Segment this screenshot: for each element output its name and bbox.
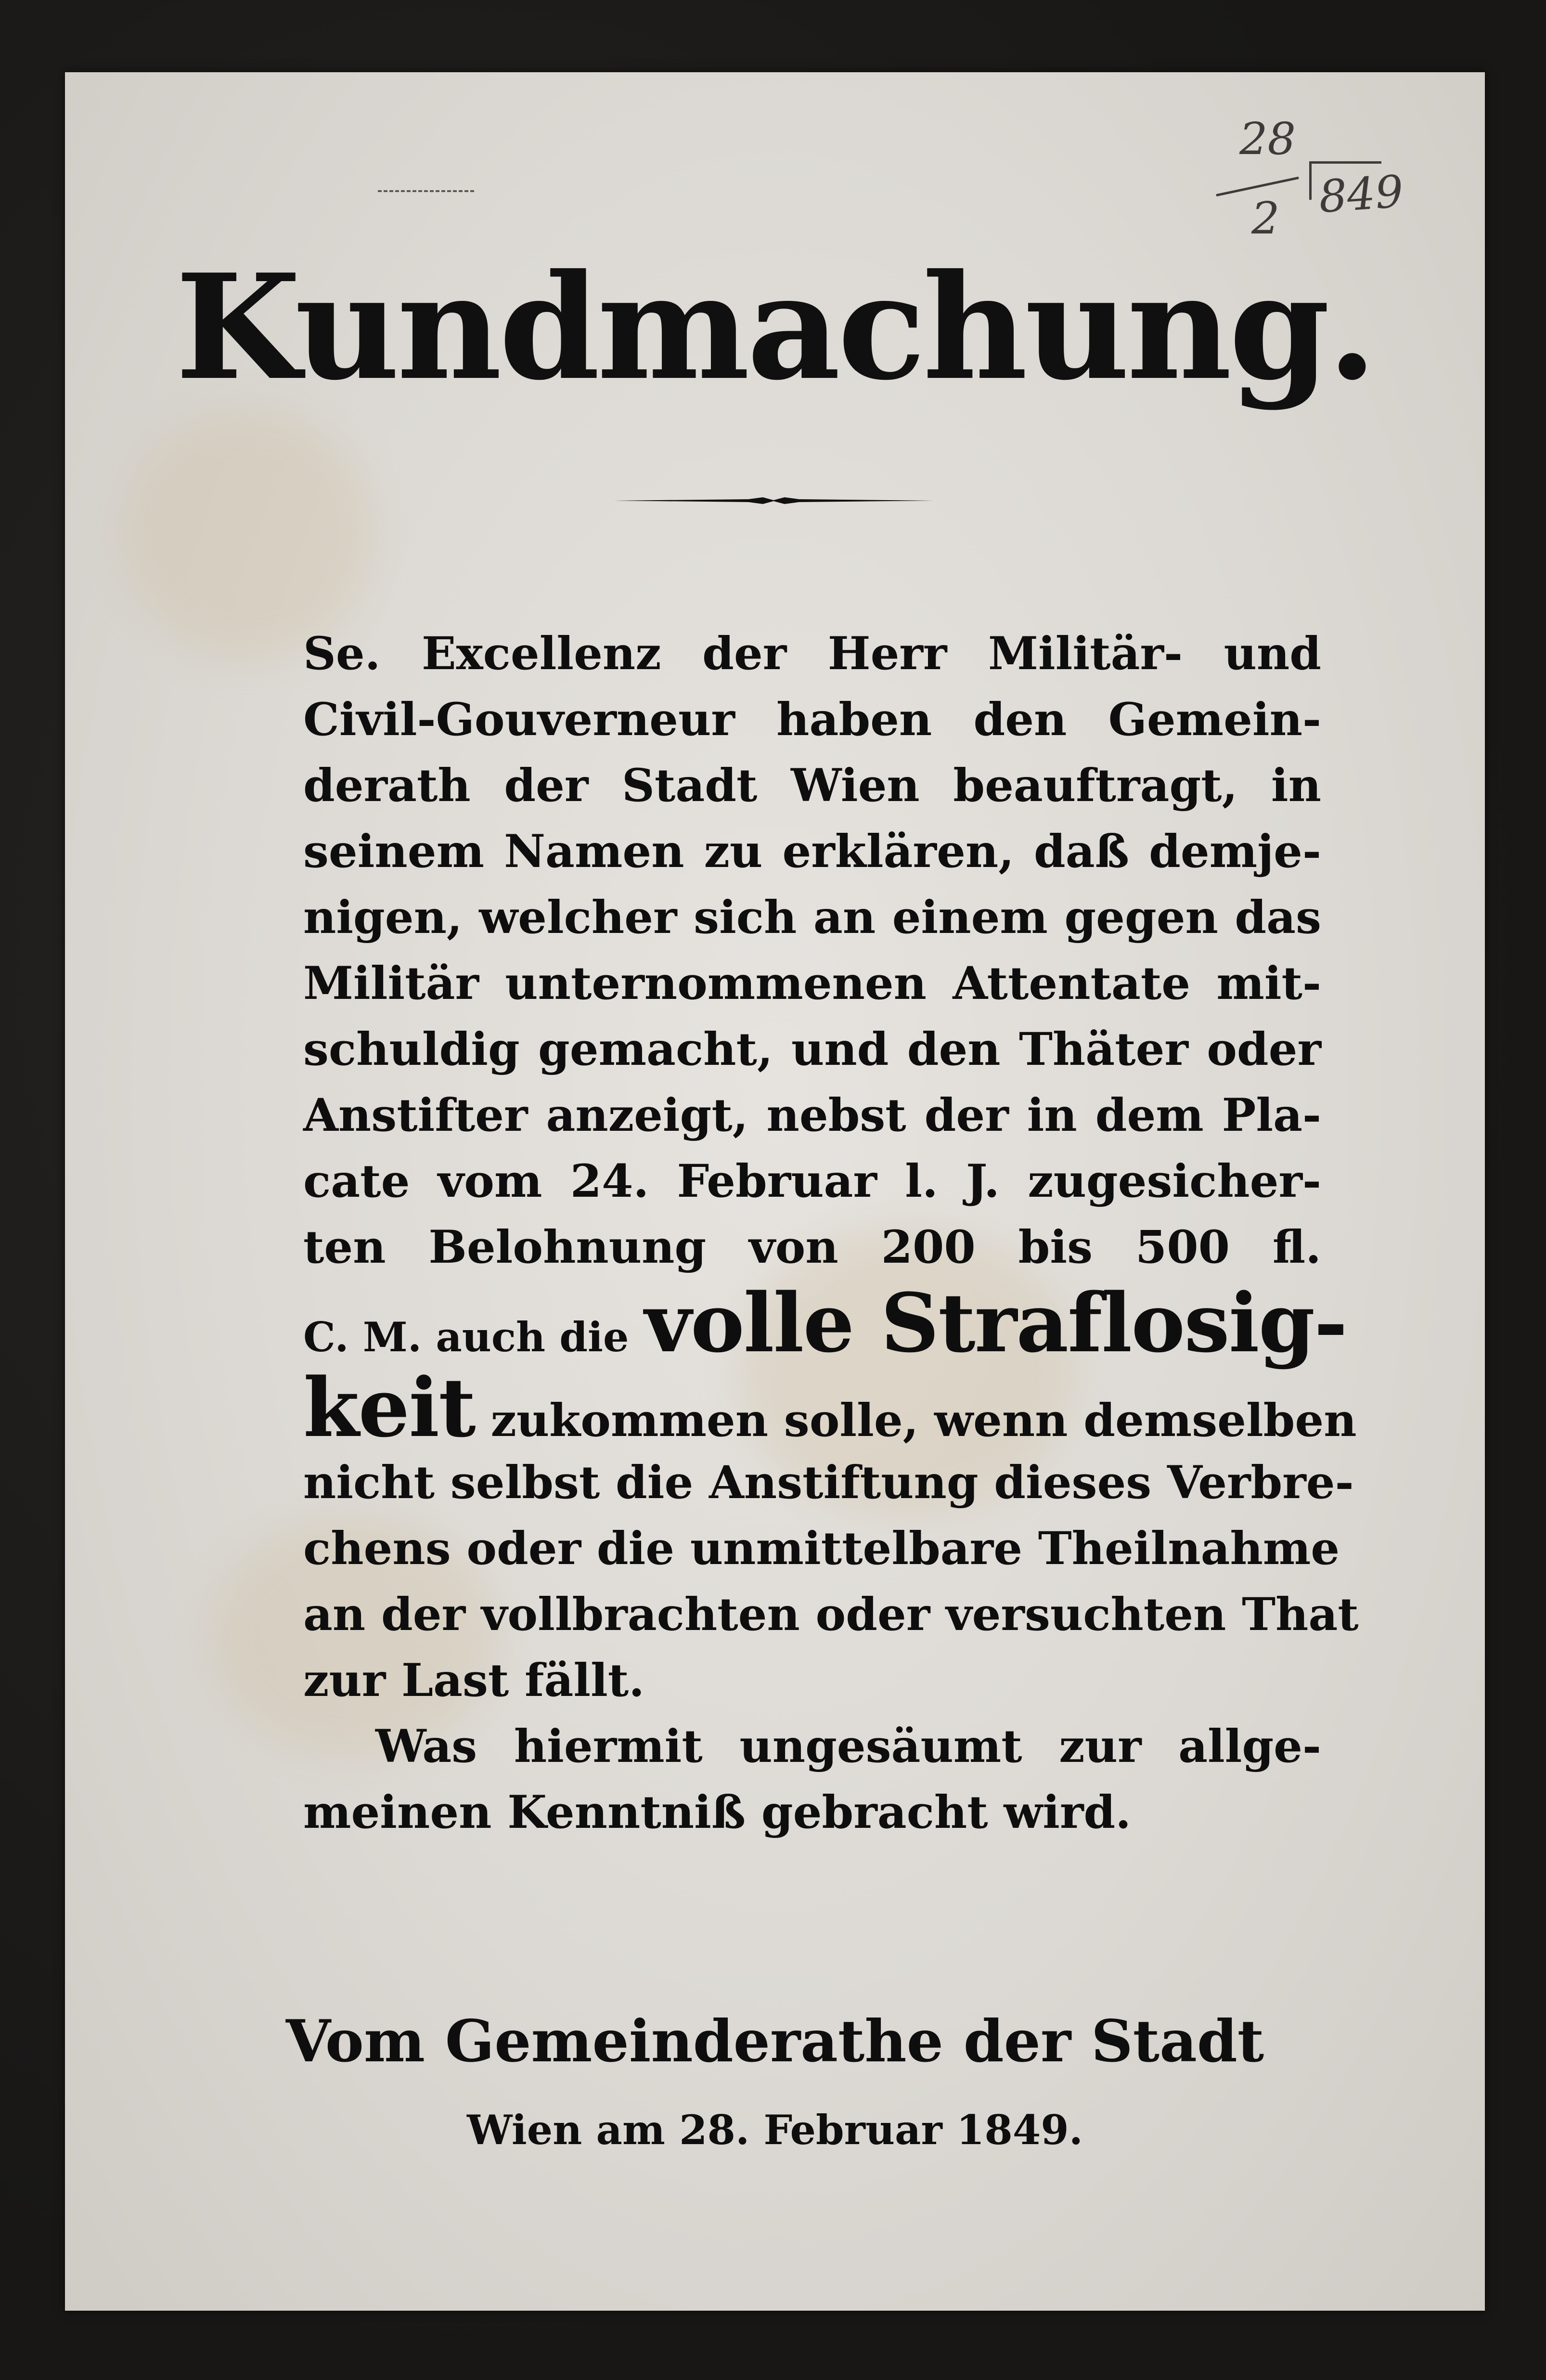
- emphasis-text: volle Straflosig-: [644, 1275, 1347, 1371]
- body-line: chens oder die unmittelbare Theilnahme: [303, 1522, 1340, 1575]
- body-line: Militär unternommenen Attentate mit-: [303, 957, 1321, 1010]
- ornamental-rule: [614, 496, 934, 505]
- date-line: Wien am 28. Februar 1849.: [467, 2106, 1083, 2154]
- notice-line: meinen Kenntniß gebracht wird.: [303, 1786, 1131, 1839]
- body-line: an der vollbrachten oder versuchten That: [303, 1588, 1359, 1641]
- body-line: schuldig gemacht, und den Thäter oder: [303, 1023, 1321, 1076]
- archive-year: 849: [1317, 166, 1405, 223]
- emphasis-text: keit: [303, 1360, 475, 1455]
- archive-number-bottom: 2: [1251, 193, 1280, 244]
- proclamation-body: [303, 621, 1359, 1846]
- annotation-bracket: [1309, 161, 1381, 164]
- emphasis-prefix: C. M. auch die: [303, 1313, 629, 1361]
- emphasis-line: [303, 1275, 1347, 1371]
- annotation-bracket: [1309, 161, 1312, 200]
- body-line: ten Belohnung von 200 bis 500 fl.: [303, 1221, 1321, 1274]
- body-line: nigen, welcher sich an einem gegen das: [303, 891, 1321, 944]
- body-line: Civil-Gouverneur haben den Gemein-: [303, 693, 1321, 746]
- body-line: Se. Excellenz der Herr Militär- und: [303, 627, 1321, 680]
- issuer-line: Vom Gemeinderathe der Stadt: [285, 2007, 1264, 2075]
- document-title: Kundmachung.: [175, 242, 1375, 412]
- body-line: cate vom 24. Februar l. J. zugesicher-: [303, 1155, 1321, 1208]
- poster-sheet: [65, 72, 1485, 2311]
- emphasis-line: [303, 1360, 1357, 1455]
- archive-number-top: 28: [1239, 113, 1296, 165]
- body-line: Anstifter anzeigt, nebst der in dem Pla-: [303, 1089, 1321, 1142]
- body-line: nicht selbst die Anstiftung dieses Verbre-: [303, 1456, 1354, 1509]
- notice-line: Was hiermit ungesäumt zur allge-: [375, 1720, 1321, 1773]
- body-text: zukommen solle, wenn demselben: [490, 1394, 1357, 1447]
- body-line: zur Last fällt.: [303, 1654, 644, 1707]
- printer-mark: [378, 190, 474, 192]
- body-line: seinem Namen zu erklären, daß demje-: [303, 825, 1321, 878]
- body-line: derath der Stadt Wien beauftragt, in: [303, 759, 1321, 812]
